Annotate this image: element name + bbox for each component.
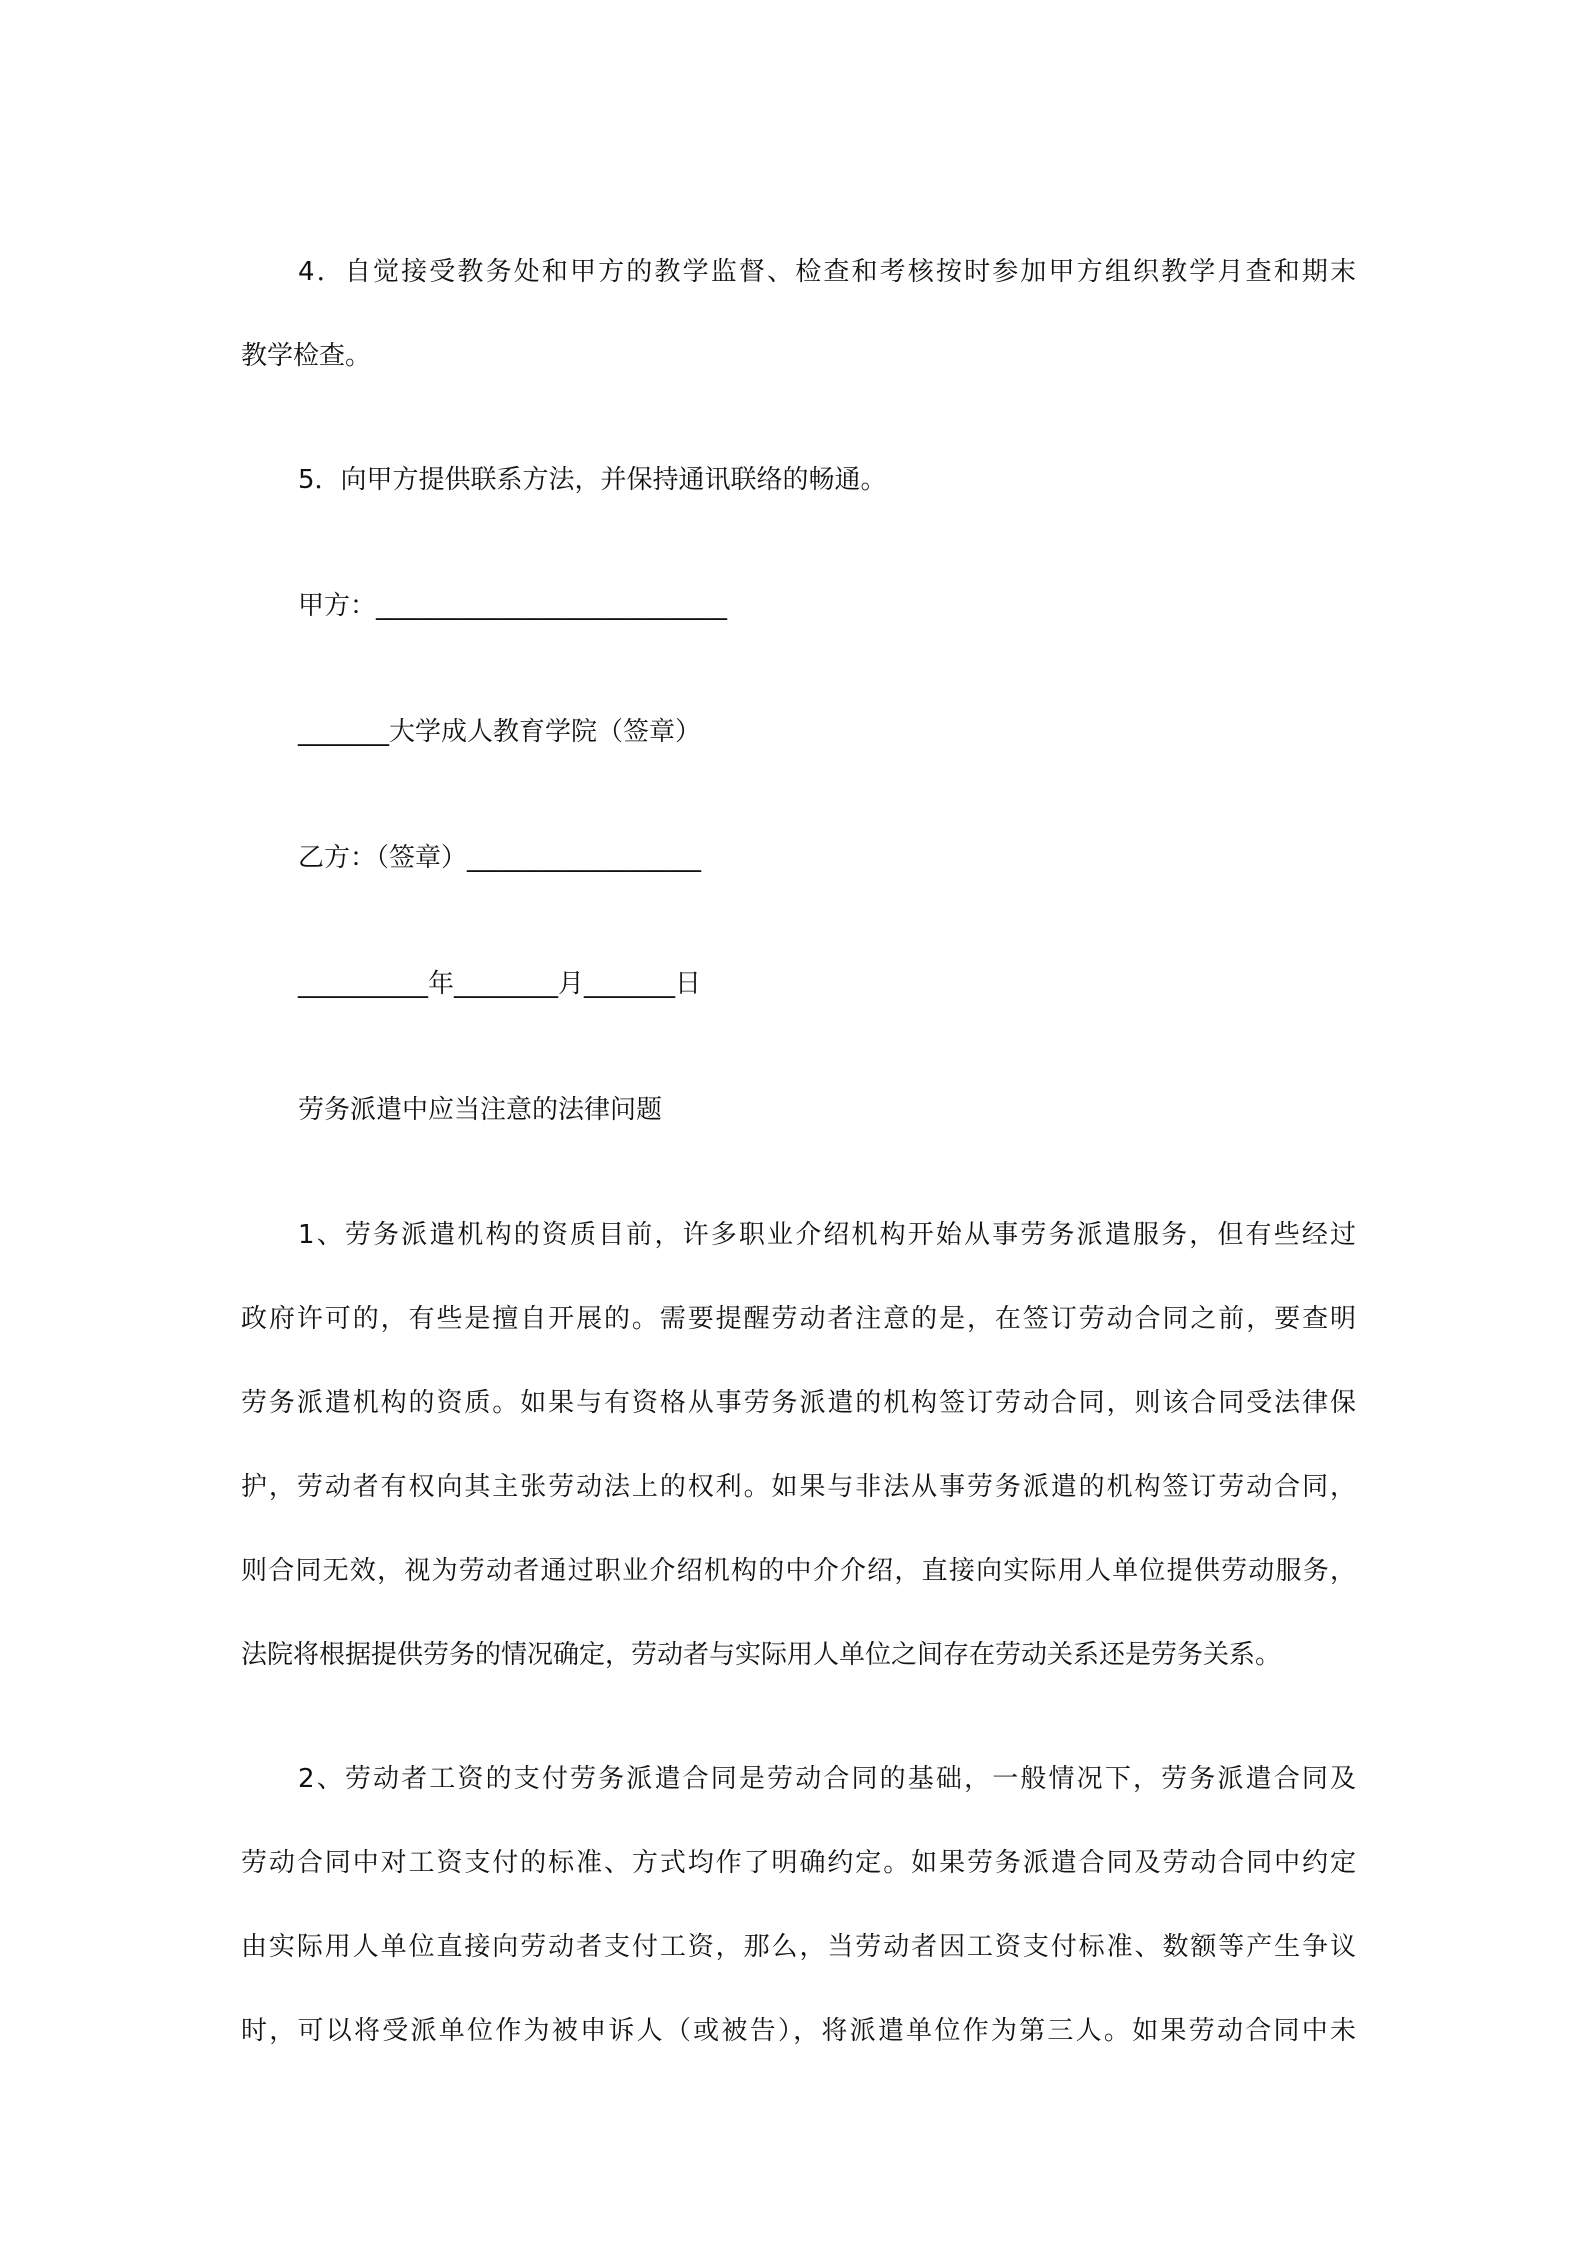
para-1-line-5: 则合同无效，视为劳动者通过职业介绍机构的中介介绍，直接向实际用人单位提供劳动服务，: [241, 1556, 1356, 1586]
para-1-line-1: 1、劳务派遣机构的资质目前，许多职业介绍机构开始从事劳务派遣服务，但有些经过: [298, 1220, 1356, 1250]
para-1-line-6: 法院将根据提供劳务的情况确定，劳动者与实际用人单位之间存在劳动关系还是劳务关系。: [241, 1640, 1282, 1670]
item-5: 5．向甲方提供联系方法，并保持通讯联络的畅通。: [298, 465, 887, 495]
para-1-line-3: 劳务派遣机构的资质。如果与有资格从事劳务派遣的机构签订劳动合同，则该合同受法律保: [241, 1388, 1356, 1418]
item-4-line-2: 教学检查。: [241, 341, 372, 371]
section-heading: 劳务派遣中应当注意的法律问题: [298, 1095, 663, 1125]
party-a-seal-line: _______大学成人教育学院（签章）: [298, 717, 702, 747]
date-line: __________年________月_______日: [298, 969, 702, 999]
para-1-line-4: 护，劳动者有权向其主张劳动法上的权利。如果与非法从事劳务派遣的机构签订劳动合同，: [241, 1472, 1356, 1502]
para-2-line-1: 2、劳动者工资的支付劳务派遣合同是劳动合同的基础，一般情况下，劳务派遣合同及: [298, 1764, 1356, 1794]
party-b-seal-line: 乙方：（签章）__________________: [298, 843, 702, 873]
para-2-line-3: 由实际用人单位直接向劳动者支付工资，那么，当劳动者因工资支付标准、数额等产生争议: [241, 1932, 1356, 1962]
item-4-line-1: 4．自觉接受教务处和甲方的教学监督、检查和考核按时参加甲方组织教学月查和期末: [298, 257, 1356, 287]
para-2-line-4: 时，可以将受派单位作为被申诉人（或被告），将派遣单位作为第三人。如果劳动合同中未: [241, 2016, 1356, 2046]
para-1-line-2: 政府许可的，有些是擅自开展的。需要提醒劳动者注意的是，在签订劳动合同之前，要查明: [241, 1304, 1356, 1334]
party-a-field: 甲方：___________________________: [298, 591, 728, 621]
para-2-line-2: 劳动合同中对工资支付的标准、方式均作了明确约定。如果劳务派遣合同及劳动合同中约定: [241, 1848, 1356, 1878]
